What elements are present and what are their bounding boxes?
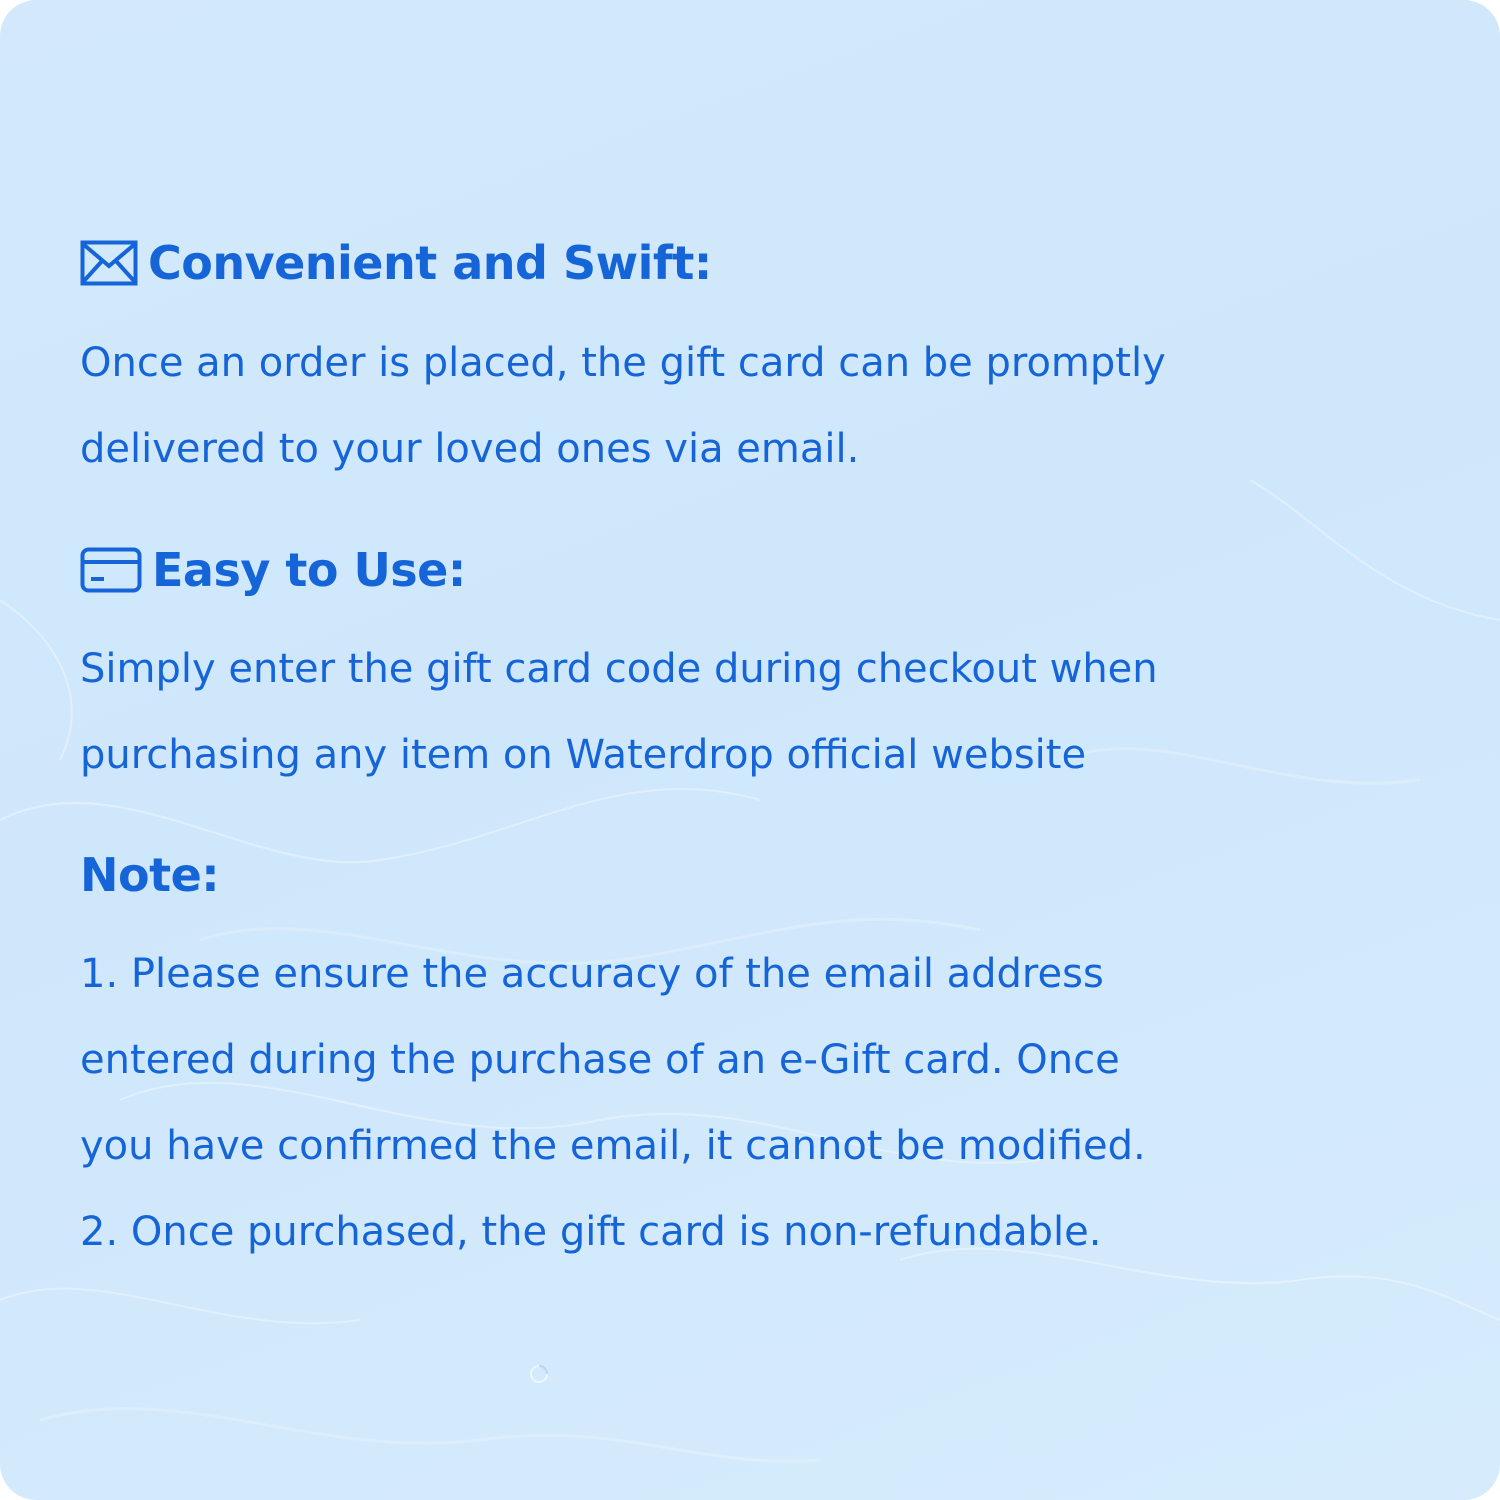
body-line: Simply enter the gift card code during checkout when: [80, 646, 1158, 692]
section-heading-convenient: [80, 236, 712, 290]
section-heading-text: Convenient and Swift:: [148, 236, 712, 290]
body-line: delivered to your loved ones via email.: [80, 426, 860, 472]
section-body-convenient: [80, 320, 1440, 492]
section-body-easy: [80, 626, 1440, 798]
note-line: 1. Please ensure the accuracy of the email address: [80, 951, 1104, 997]
note-body: [80, 931, 1440, 1275]
note-heading-text: Note:: [80, 848, 220, 902]
body-line: purchasing any item on Waterdrop official website: [80, 732, 1087, 778]
body-line: Once an order is placed, the gift card can be promptly: [80, 340, 1166, 386]
section-heading-easy: [80, 543, 466, 597]
section-heading-text: Easy to Use:: [152, 543, 466, 597]
note-line: you have confirmed the email, it cannot be modified.: [80, 1123, 1146, 1169]
note-heading: [80, 848, 219, 902]
loading-spinner-icon: [528, 1363, 550, 1385]
note-line: entered during the purchase of an e-Gift card. Once: [80, 1037, 1120, 1083]
note-line: 2. Once purchased, the gift card is non-refundable.: [80, 1209, 1102, 1255]
credit-card-icon: [80, 547, 142, 593]
envelope-icon: [80, 240, 138, 286]
